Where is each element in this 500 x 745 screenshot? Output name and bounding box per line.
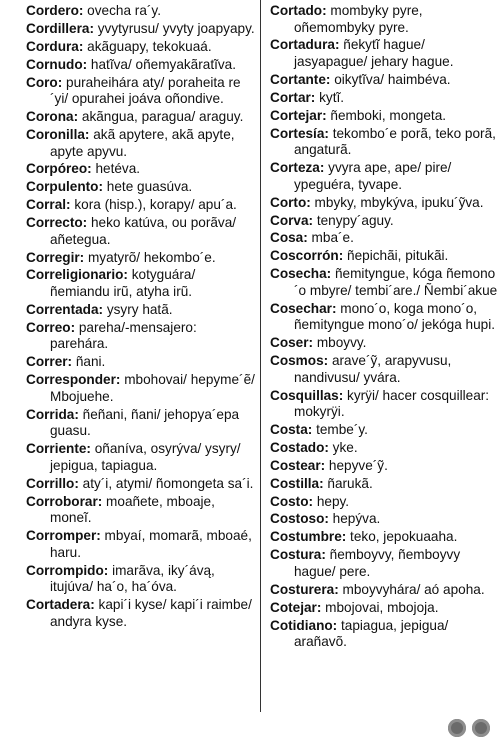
entry-headword: Cosmos: [270, 353, 329, 369]
entry-headword: Costoso: [270, 511, 329, 527]
right-column [270, 3, 498, 652]
entry-headword: Costurera: [270, 581, 339, 597]
entry-headword: Corral: [26, 197, 71, 213]
dictionary-entry [270, 72, 498, 89]
entry-translation: oñaníva, osyrýva/ ysyry/ jepigua, tapiagua. [50, 441, 241, 473]
entry-headword: Coronilla: [26, 126, 90, 142]
entry-headword: Corregir: [26, 249, 85, 265]
dictionary-entry [26, 476, 256, 493]
dictionary-entry [270, 335, 498, 352]
entry-translation: kapi´i kyse/ kapi´i raimbe/ andyra kyse. [50, 597, 252, 629]
entry-translation: ysyry hatã. [103, 301, 173, 317]
dictionary-entry [270, 600, 498, 617]
entry-translation: mono´o, koga mono´o, ñemityngue mono´o/ jekóga hupi. [294, 300, 496, 333]
entry-translation: akã apytere, akã apyte, apyte apyvu. [50, 126, 235, 159]
entry-translation: akãngua, paragua/ araguy. [78, 109, 244, 125]
entry-translation: ñepichãi, pitukãi. [343, 248, 449, 264]
entry-headword: Correligionario: [26, 267, 128, 283]
dictionary-entry [270, 37, 498, 70]
entry-translation: hepy. [313, 493, 350, 509]
entry-translation: aty´i, atymi/ ñomongeta sa´i. [78, 475, 254, 491]
entry-headword: Correcto: [26, 215, 88, 231]
dictionary-entry [26, 494, 256, 527]
entry-headword: Corriente: [26, 441, 91, 457]
entry-translation: ñemboki, mongeta. [326, 107, 447, 123]
entry-translation: hepýva. [328, 511, 381, 527]
entry-translation: ñeñani, ñani/ jehopya´epa guasu. [50, 406, 240, 439]
dictionary-entry [270, 618, 498, 651]
entry-headword: Correr: [26, 354, 73, 370]
entry-headword: Cordura: [26, 38, 84, 54]
entry-translation: arave´ỹ, arapyvusu, nandivusu/ yvára. [294, 353, 452, 385]
left-column [26, 3, 256, 632]
entry-headword: Correntada: [26, 301, 104, 317]
entry-translation: ñemityngue, kóga ñemono´o mbyre/ tembi´are./ Ñembi´akue [294, 266, 498, 298]
entry-translation: teko, jepokuaaha. [346, 529, 458, 545]
dictionary-entry [270, 458, 498, 475]
dictionary-entry [270, 388, 498, 421]
dictionary-entry [26, 109, 256, 126]
entry-headword: Cotejar: [270, 599, 322, 615]
entry-translation: hatĩva/ oñemyakãratĩva. [87, 56, 237, 72]
dictionary-entry [270, 248, 498, 265]
entry-translation: tembe´y. [312, 422, 368, 437]
entry-translation: ñekytĩ hague/ jasyapague/ jehary hague. [294, 37, 454, 70]
dictionary-entry [26, 528, 256, 561]
entry-translation: oikytĩva/ haimbéva. [330, 71, 451, 87]
entry-headword: Costura: [270, 547, 326, 563]
dictionary-entry [270, 511, 498, 528]
entry-translation: ñemboyvy, ñemboyvy hague/ pere. [294, 547, 461, 579]
dictionary-entry [26, 215, 256, 248]
dictionary-entry [270, 440, 498, 457]
entry-translation: yvytyrusu/ yvyty joapyapy. [93, 20, 255, 36]
next-page-icon[interactable] [472, 719, 490, 737]
dictionary-entry [26, 354, 256, 371]
entry-headword: Costilla: [270, 475, 324, 491]
dictionary-entry [270, 3, 498, 36]
dictionary-entry [270, 90, 498, 107]
entry-translation: kotyguára/ ñemiandu irũ, atyha irũ. [50, 267, 196, 300]
dictionary-entry [26, 161, 256, 178]
entry-headword: Cosecha: [270, 266, 332, 282]
entry-translation: ñarukã. [323, 475, 373, 491]
dictionary-entry [270, 476, 498, 493]
dictionary-entry [26, 179, 256, 196]
dictionary-entry [26, 563, 256, 596]
entry-translation: yke. [328, 439, 358, 455]
entry-headword: Cortar: [270, 89, 316, 105]
entry-headword: Corresponder: [26, 372, 121, 388]
entry-headword: Cosa: [270, 230, 308, 246]
dictionary-entry [270, 230, 498, 247]
entry-translation: moañete, mboaje, moneĩ. [50, 493, 215, 526]
entry-translation: myatyrõ/ hekombo´e. [84, 249, 216, 265]
entry-translation: mombyky pyre, oñemombyky pyre. [294, 3, 423, 35]
dictionary-entry [270, 422, 498, 439]
entry-translation: tenypy´aguy. [313, 212, 394, 228]
entry-translation: mbohovai/ hepyme´ẽ/ Mbojuehe. [50, 372, 255, 404]
dictionary-entry [26, 39, 256, 56]
entry-translation: ñani. [72, 354, 106, 370]
entry-translation: kora (hisp.), korapy/ apu´a. [70, 197, 237, 213]
entry-headword: Corona: [26, 109, 79, 125]
entry-headword: Cortante: [270, 71, 331, 87]
entry-translation: mba´e. [307, 230, 354, 246]
entry-translation: kytĩ. [315, 89, 345, 105]
entry-headword: Cortesía: [270, 125, 329, 141]
dictionary-entry [270, 582, 498, 599]
entry-translation: mbyaí, momarã, mboaé, haru. [50, 528, 252, 560]
entry-translation: puraheihára aty/ poraheita re´yi/ opurahei joáva oñondive. [50, 74, 241, 107]
dictionary-entry [26, 267, 256, 300]
entry-headword: Cordero: [26, 3, 84, 18]
entry-headword: Corva: [270, 212, 314, 228]
dictionary-entry [270, 266, 498, 299]
entry-headword: Costado: [270, 439, 329, 455]
dictionary-entry [270, 353, 498, 386]
entry-headword: Corto: [270, 194, 311, 210]
dictionary-entry [270, 160, 498, 193]
entry-headword: Costear: [270, 457, 326, 473]
page-nav [448, 719, 490, 737]
dictionary-entry [26, 57, 256, 74]
entry-headword: Coser: [270, 335, 314, 351]
column-divider [260, 0, 261, 712]
entry-headword: Correo: [26, 319, 76, 335]
entry-headword: Cosechar: [270, 300, 337, 316]
entry-headword: Corrillo: [26, 475, 79, 491]
dictionary-entry [270, 529, 498, 546]
entry-headword: Corromper: [26, 528, 101, 544]
entry-headword: Cosquillas: [270, 387, 344, 403]
entry-translation: imarãva, iky´ávą, itujúva/ ha´o, ha´óva. [50, 562, 215, 595]
dictionary-entry [270, 195, 498, 212]
entry-translation: hepyve´ỹ. [325, 457, 388, 473]
dictionary-entry [270, 494, 498, 511]
dictionary-entry [26, 75, 256, 108]
dictionary-entry [26, 127, 256, 160]
dictionary-entry [270, 213, 498, 230]
entry-translation: yvyra ape, ape/ pire/ ypeguéra, tyvape. [294, 160, 452, 192]
dictionary-entry [26, 302, 256, 319]
entry-headword: Corpulento: [26, 179, 104, 195]
entry-translation: hetéva. [91, 161, 141, 177]
entry-translation: kyrÿi/ hacer cosquillear: mokyrÿi. [294, 387, 490, 420]
dictionary-entry [26, 3, 256, 20]
dictionary-entry [270, 301, 498, 334]
entry-headword: Corrida: [26, 406, 79, 422]
entry-headword: Cortejar: [270, 107, 327, 123]
entry-translation: ovecha ra´y. [83, 3, 161, 18]
entry-headword: Cotidiano: [270, 617, 338, 633]
entry-translation: tapiagua, jepigua/ arañavõ. [294, 617, 449, 650]
entry-translation: mbyky, mbykýva, ipuku´ỹva. [310, 194, 484, 210]
entry-headword: Cordillera: [26, 20, 94, 36]
entry-translation: pareha/-mensajero: parehára. [50, 319, 197, 352]
dictionary-entry [26, 441, 256, 474]
entry-headword: Corroborar: [26, 493, 103, 509]
entry-headword: Cortado: [270, 3, 327, 18]
entry-headword: Coscorrón: [270, 248, 344, 264]
entry-translation: akãguapy, tekokuaá. [83, 38, 212, 54]
entry-headword: Costumbre: [270, 529, 347, 545]
dictionary-entry [26, 250, 256, 267]
prev-page-icon[interactable] [448, 719, 466, 737]
entry-headword: Cortadera: [26, 597, 95, 613]
dictionary-entry [26, 320, 256, 353]
entry-headword: Corteza: [270, 160, 325, 176]
entry-translation: mbojovai, mbojoja. [321, 599, 439, 615]
dictionary-entry [270, 108, 498, 125]
entry-headword: Cortadura: [270, 37, 340, 53]
entry-headword: Costa: [270, 422, 313, 437]
entry-translation: heko katúva, ou porãva/ añetegua. [50, 215, 237, 247]
entry-translation: mboyvyhára/ aó apoha. [338, 581, 485, 597]
dictionary-entry [26, 597, 256, 630]
entry-headword: Corrompido: [26, 562, 109, 578]
entry-headword: Coro: [26, 74, 63, 90]
dictionary-entry [26, 21, 256, 38]
dictionary-entry [26, 197, 256, 214]
dictionary-entry [26, 407, 256, 440]
entry-headword: Cornudo: [26, 56, 88, 72]
entry-headword: Corpóreo: [26, 161, 92, 177]
dictionary-entry [270, 126, 498, 159]
dictionary-entry [270, 547, 498, 580]
entry-translation: hete guasúva. [103, 179, 193, 195]
entry-headword: Costo: [270, 493, 314, 509]
entry-translation: mboyvy. [313, 335, 367, 351]
dictionary-entry [26, 372, 256, 405]
entry-translation: tekombo´e porã, teko porã, angaturã. [294, 125, 496, 158]
